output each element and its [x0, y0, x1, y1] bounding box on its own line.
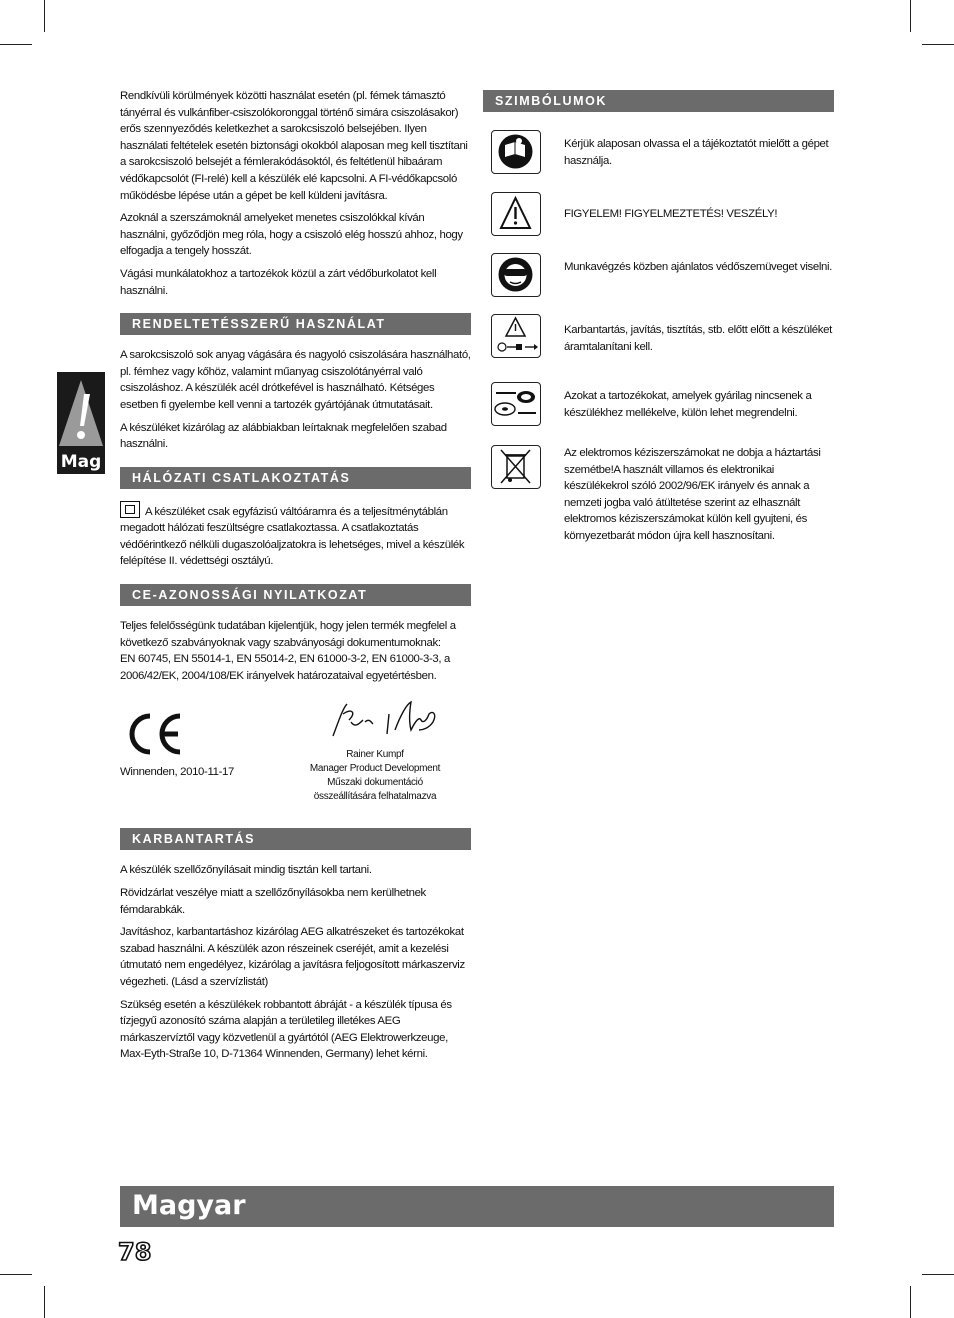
usage-paragraph: A sarokcsiszoló sok anyag vágására és nagyoló csiszolására használható, pl. fémhez vagy kőhöz, valamint műanyag csiszolótányérral való csiszoláshoz. A készülék acél drótkefével is használható. Kétséges esetben fi gyelembe kell venni a tartozék gyártójának útmutatásait.: [120, 349, 471, 411]
signer-name: Rainer Kumpf: [346, 749, 404, 761]
symbol-text: Azokat a tartozékokat, amelyek gyárilag nincsenek a készülékhez mellékelve, külön lehet megrendelni.: [564, 390, 812, 419]
maintenance-paragraph: Rövidzárlat veszélye miatt a szellőzőnyílásokba nem kerülhetnek fémdarabkák.: [120, 887, 426, 916]
intro-paragraph: Azoknál a szerszámoknál amelyeket menetes csiszolókkal kíván használni, győződjön meg róla, hogy a csiszoló elég hosszú ahhoz, hogy elfogadja a tengely hosszát.: [120, 212, 463, 258]
symbol-text: Munkavégzés közben ajánlatos védőszemüveget viselni.: [564, 261, 832, 273]
symbol-text: Kérjük alaposan olvassa el a tájékoztatót mielőtt a gépet használja.: [564, 138, 829, 167]
warning-exclamation-icon: [57, 372, 105, 454]
intro-paragraph: Rendkívüli körülmények közötti használat esetén (pl. fémek támasztó tányérral és vulkánfiber-csiszolókoronggal történő simára csiszolásakor) erős szennyeződés keletkezhet a sarokcsiszoló belsejében. Ilyen használati feltételek esetén biztonsági okokból alaposan meg kell tisztítani a sarokcsiszoló belsejét a fémlerakódásoktól, és feltétlenül hibaáram védőkapcsolót (FI-relé) kell a készülék elé kapcsolni. A FI-védőkapcsoló működésbe lépése után a gépet be kell küldeni javításra.: [120, 90, 468, 202]
crop-mark: [0, 1274, 32, 1275]
ce-standards: EN 60745, EN 55014-1, EN 55014-2, EN 61000-3-2, EN 61000-3-3, a 2006/42/EK, 2004/108/EK irányelvek határozataival egyetértésben.: [120, 653, 451, 682]
read-manual-icon: [491, 130, 541, 174]
crop-mark: [910, 0, 911, 32]
crop-mark: [922, 44, 954, 45]
warning-icon: [491, 192, 541, 236]
crop-mark: [44, 1286, 45, 1318]
maintenance-paragraph: A készülék szellőzőnyílásait mindig tisztán kell tartani.: [120, 864, 372, 877]
class-ii-icon: [120, 501, 140, 518]
side-tab-label: Mag: [60, 452, 102, 472]
page-number: 78: [118, 1238, 152, 1266]
crop-mark: [910, 1286, 911, 1318]
language-side-tab: [57, 372, 105, 474]
crossed-bin-icon: [491, 445, 541, 489]
ce-signature-block: [120, 696, 471, 814]
signature-image: [325, 700, 445, 744]
mains-paragraph: [120, 501, 471, 570]
mains-text: A készüléket csak egyfázisú váltóáramra és a teljesítménytáblán megadott hálózati feszültségre csatlakoztassa. A csatlakoztatás védőérintkező nélküli dugaszolóaljzatokra is lehetséges, mivel a készülék felépítése II. védettségi osztályú.: [120, 505, 465, 568]
safety-goggles-icon: [491, 253, 541, 297]
signer-title: Manager Product Development: [309, 763, 441, 775]
section-header-usage: RENDELTETÉSSZERŰ HASZNÁLAT: [120, 313, 471, 335]
left-column: [120, 88, 471, 1069]
crop-mark: [0, 44, 32, 45]
unplug-warning-icon: [491, 314, 541, 358]
ce-paragraph: Teljes felelősségünk tudatában kijelentjük, hogy jelen termék megfelel a következő szabványoknak vagy szabványosági dokumentumoknak:: [120, 620, 456, 649]
section-header-symbols: SZIMBÓLUMOK: [483, 90, 834, 112]
crop-mark: [44, 0, 45, 32]
section-header-ce: CE-AZONOSSÁGI NYILATKOZAT: [120, 584, 471, 606]
maintenance-paragraph: Javításhoz, karbantartáshoz kizárólag AEG alkatrészeket és tartozékokat szabad használni. A készülék azon részeinek cseréjét, amit a kezelési útmutató nem engedélyez, kizárólag a javításra feljogosított márkaszerviz végezheti. (Lásd a szervízlistát): [120, 926, 465, 988]
accessories-icon: [491, 382, 541, 426]
language-footer-bar: [120, 1186, 834, 1227]
signer-block: [295, 748, 455, 804]
section-header-mains: HÁLÓZATI CSATLAKOZTATÁS: [120, 467, 471, 489]
ce-place-date: Winnenden, 2010-11-17: [120, 766, 235, 779]
usage-paragraph: A készüléket kizárólag az alábbiakban leírtaknak megfelelően szabad használni.: [120, 421, 447, 451]
intro-paragraph: Vágási munkálatokhoz a tartozékok közül a zárt védőburkolatot kell használni.: [120, 267, 437, 297]
language-label: Magyar: [132, 1190, 246, 1221]
right-column: [483, 90, 834, 570]
crop-mark: [922, 1274, 954, 1275]
symbol-text: Az elektromos kéziszerszámokat ne dobja a háztartási szemétbe!A használt villamos és elektronikai készülékekrol szóló 2002/96/EK irányelv és annak a nemzeti jogba való átültetése szerint az elhasznált elektromos kéziszerszámokat külön kell gyujteni, és környezetbarát módon újra kell hasznosítani.: [564, 447, 821, 542]
maintenance-paragraph: Szükség esetén a készülékek robbantott ábráját - a készülék típusa és tízjegyű azonosító száma alapján a területileg illetékes AEG márkaszervíztől vagy közvetlenül a gyártótól (AEG Elektrowerkzeuge, Max-Eyth-Straße 10, D-71364 Winnenden, Germany) lehet kérni.: [120, 998, 452, 1061]
symbol-text: FIGYELEM! FIGYELMEZTETÉS! VESZÉLY!: [564, 208, 778, 220]
section-header-maintenance: KARBANTARTÁS: [120, 828, 471, 850]
symbol-text: Karbantartás, javítás, tisztítás, stb. előtt előtt a készüléket áramtalanítani kell.: [564, 324, 832, 353]
signer-role: Műszaki dokumentáció összeállítására felhatalmazva: [313, 777, 437, 803]
ce-mark-icon: [122, 710, 186, 758]
